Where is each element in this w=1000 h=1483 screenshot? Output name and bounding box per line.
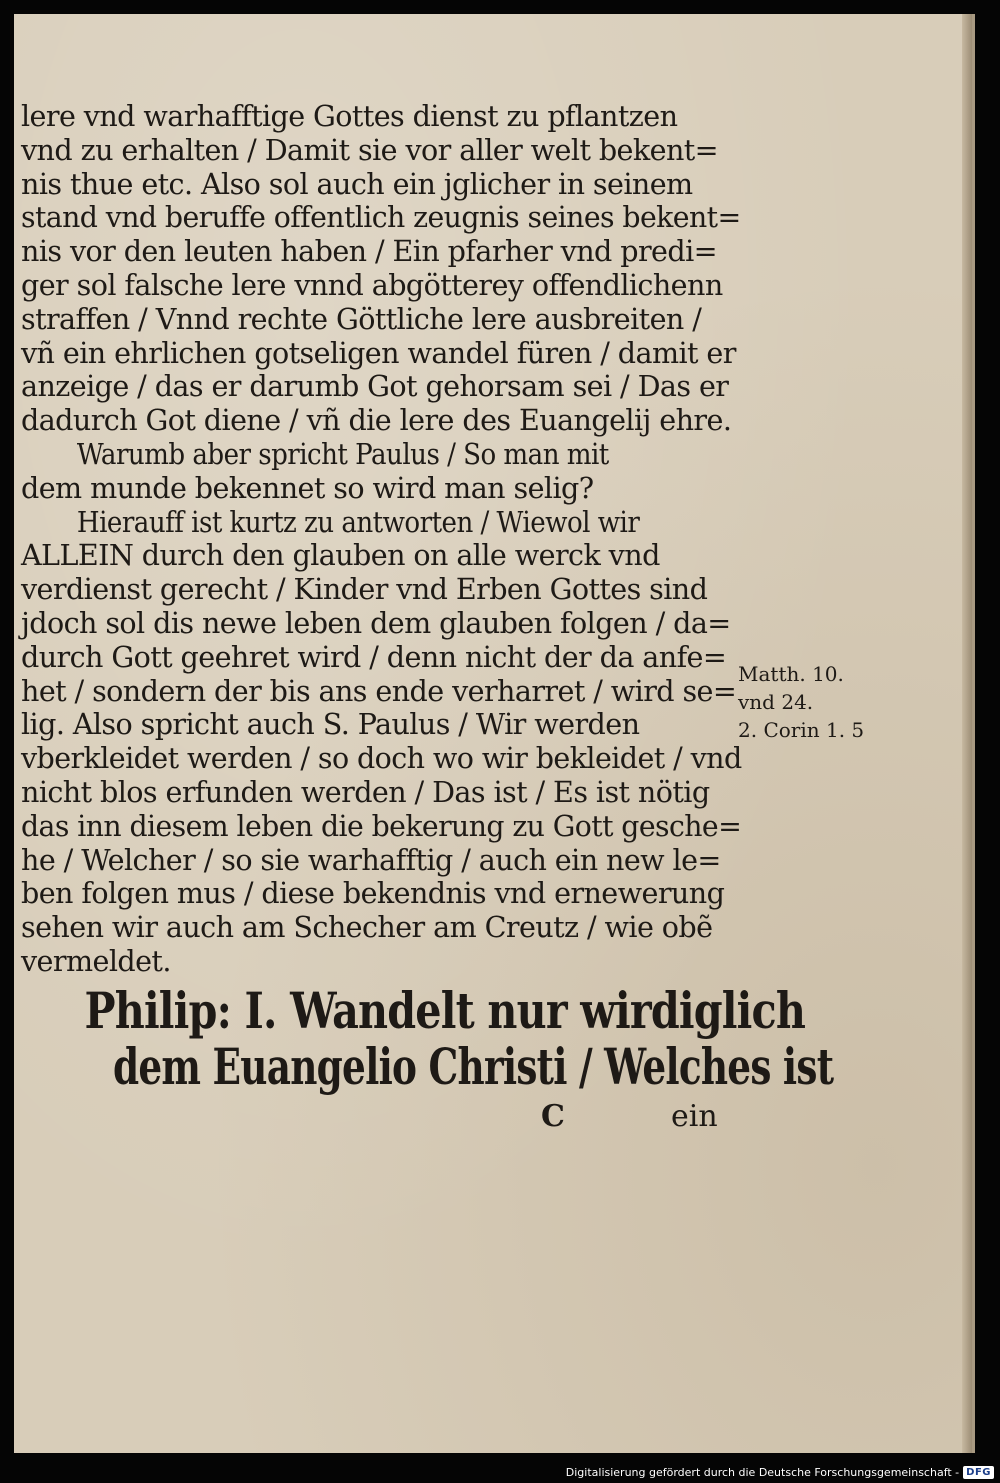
catch-row [21,1095,751,1139]
text-line: ALLEIN durch den glauben on alle werck vnd [21,538,660,573]
footer [566,1466,994,1479]
page-edge [962,14,972,1453]
text-line: dem munde bekennet so wird man selig? [21,470,594,505]
body-lines [21,100,751,979]
text-line: jdoch sol dis newe leben dem glauben folgen / da= [21,605,731,640]
text-line: ben folgen mus / diese bekendnis vnd ernewerung [21,876,725,911]
text-line: straffen / Vnnd rechte Göttliche lere ausbreiten / [21,301,702,336]
text-line: anzeige / das er darumb Got gehorsam sei / Das er [21,369,729,404]
margin-note: 2. Corin 1. 5 [738,718,865,742]
text-line: nis thue etc. Also sol auch ein jglicher in seinem [21,166,693,201]
text-line: Warumb aber spricht Paulus / So man mit [76,436,609,471]
margin-note: vnd 24. [738,690,814,714]
text-line: durch Gott geehret wird / denn nicht der da anfe= [21,639,727,674]
text-line: he / Welcher / so sie warhafftig / auch ein new le= [21,842,721,877]
text-line: Hierauff ist kurtz zu antworten / Wiewol wir [76,504,640,539]
text-line: vberkleidet werden / so doch wo wir bekleidet / vnd [21,741,742,776]
text-line: nicht blos erfunden werden / Das ist / Es ist nötig [21,774,710,809]
text-line: lig. Also spricht auch S. Paulus / Wir werden [21,707,640,742]
text-line: verdienst gerecht / Kinder vnd Erben Gottes sind [21,572,708,607]
text-line: het / sondern der bis ans ende verharret / wird se= [21,673,737,708]
heading-line: dem Euangelio Christi / Welches ist [112,1036,834,1096]
text-line: stand vnd beruffe offentlich zeugnis seines bekent= [21,200,741,235]
heading-block [21,980,834,1096]
dfg-logo: DFG [963,1466,994,1479]
catchword: ein [671,1098,718,1134]
signature-mark: C [541,1098,565,1134]
heading-line: Philip: I. Wandelt nur wirdiglich [84,980,806,1040]
margin-note: Matth. 10. [738,662,844,686]
text-line: das inn diesem leben die bekerung zu Gott gesche= [21,808,742,843]
margin-notes [738,660,878,744]
text-line: lere vnd warhafftige Gottes dienst zu pflantzen [21,99,678,133]
footer-credit: Digitalisierung gefördert durch die Deutsche Forschungsgemeinschaft - [565,1466,960,1479]
text-line: vñ ein ehrlichen gotseligen wandel füren / damit er [21,335,736,370]
text-line: ger sol falsche lere vnnd abgötterey offendlichenn [21,267,723,302]
text-line: dadurch Got diene / vñ die lere des Euangelij ehre. [21,403,732,438]
text-line: nis vor den leuten haben / Ein pfarher vnd predi= [21,234,718,269]
text-line: vnd zu erhalten / Damit sie vor aller welt bekent= [21,132,719,167]
text-line: vermeldet. [21,943,171,978]
text-line: sehen wir auch am Schecher am Creutz / wie obẽ [21,910,713,945]
